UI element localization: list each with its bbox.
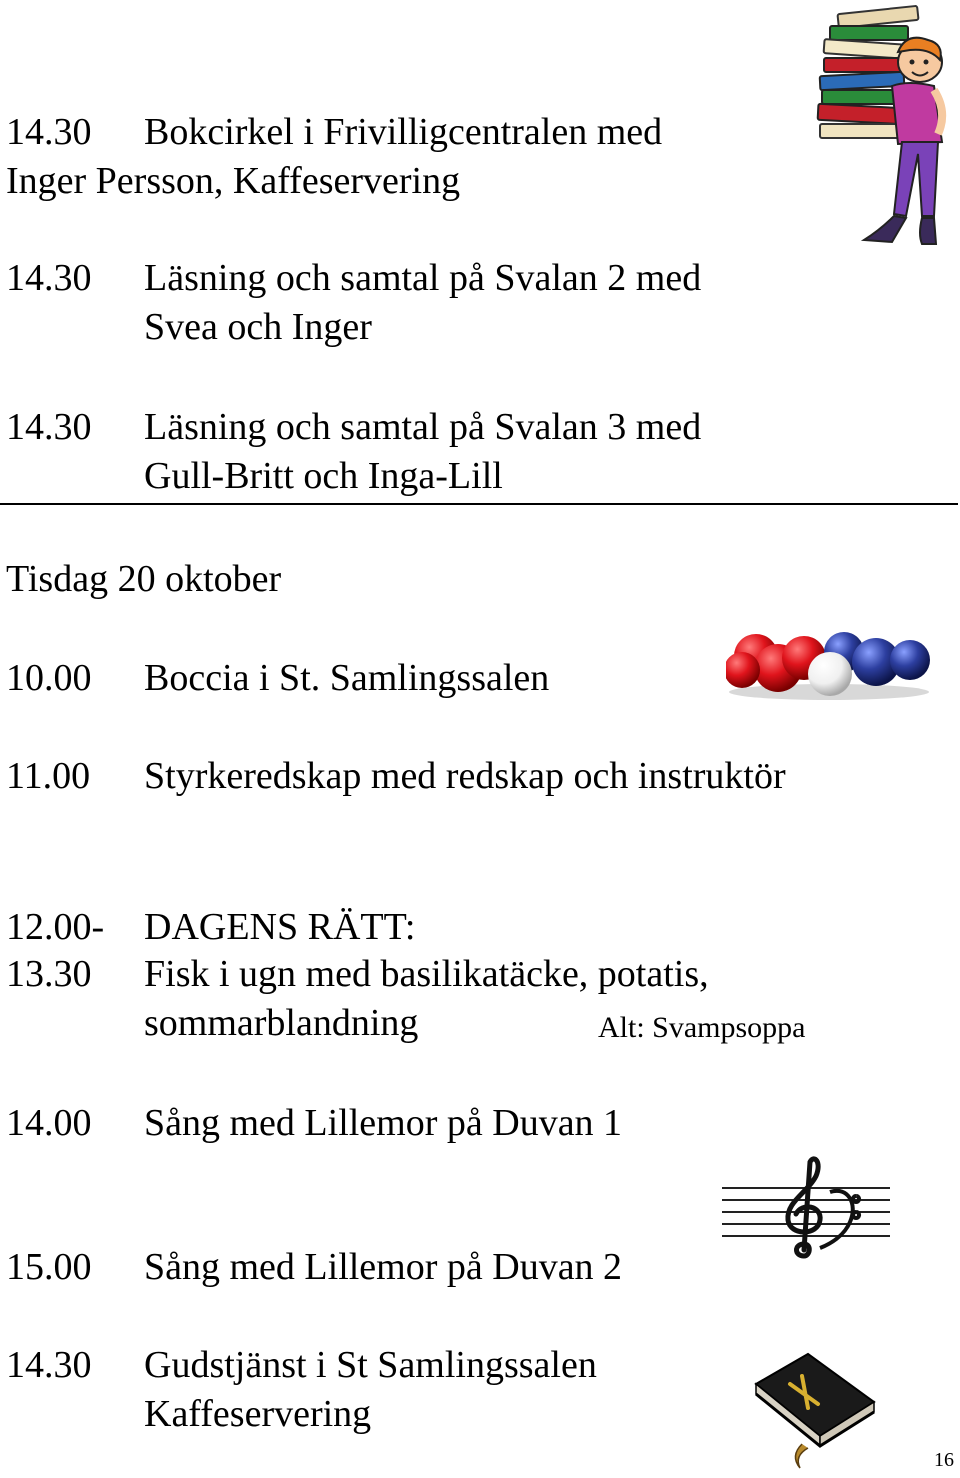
schedule-1-text: Boccia i St. Samlingssalen <box>144 657 550 699</box>
entry-1-time: 14.30 <box>6 111 92 153</box>
schedule-5-text-2: Kaffeservering <box>144 1393 372 1435</box>
entry-2-line-2: Svea och Inger <box>144 306 372 348</box>
entry-1-line-1: Bokcirkel i Frivilligcentralen med <box>144 111 663 153</box>
lunch-time-start: 12.00- <box>6 906 105 948</box>
section-title: Tisdag 20 oktober <box>6 558 282 600</box>
entry-3-time: 14.30 <box>6 406 92 448</box>
boccia-balls-image <box>726 622 932 702</box>
schedule-3-text: Sång med Lillemor på Duvan 1 <box>144 1102 623 1144</box>
lunch-heading: DAGENS RÄTT: <box>144 906 416 948</box>
schedule-2-time: 11.00 <box>6 755 91 797</box>
lunch-time-end: 13.30 <box>6 953 92 995</box>
schedule-1-time: 10.00 <box>6 657 92 699</box>
entry-3-line-1: Läsning och samtal på Svalan 3 med <box>144 406 702 448</box>
entry-1-line-2: Inger Persson, Kaffeservering <box>6 160 461 202</box>
schedule-5-time: 14.30 <box>6 1344 92 1386</box>
entry-3-line-2: Gull-Britt och Inga-Lill <box>144 455 503 497</box>
lunch-alternative: Alt: Svampsoppa <box>598 1011 806 1044</box>
schedule-2-text: Styrkeredskap med redskap och instruktör <box>144 755 786 797</box>
lunch-line-2: sommarblandning <box>144 1002 419 1044</box>
entry-2-time: 14.30 <box>6 257 92 299</box>
entry-2-line-1: Läsning och samtal på Svalan 2 med <box>144 257 702 299</box>
schedule-3-time: 14.00 <box>6 1102 92 1144</box>
treble-clef-icon <box>718 1152 894 1262</box>
divider-line <box>0 503 958 505</box>
page-number: 16 <box>934 1449 954 1471</box>
schedule-4-time: 15.00 <box>6 1246 92 1288</box>
schedule-5-text: Gudstjänst i St Samlingssalen <box>144 1344 597 1386</box>
bible-icon <box>750 1332 880 1472</box>
girl-books-illustration <box>810 4 950 252</box>
lunch-line-1: Fisk i ugn med basilikatäcke, potatis, <box>144 953 709 995</box>
schedule-4-text: Sång med Lillemor på Duvan 2 <box>144 1246 623 1288</box>
